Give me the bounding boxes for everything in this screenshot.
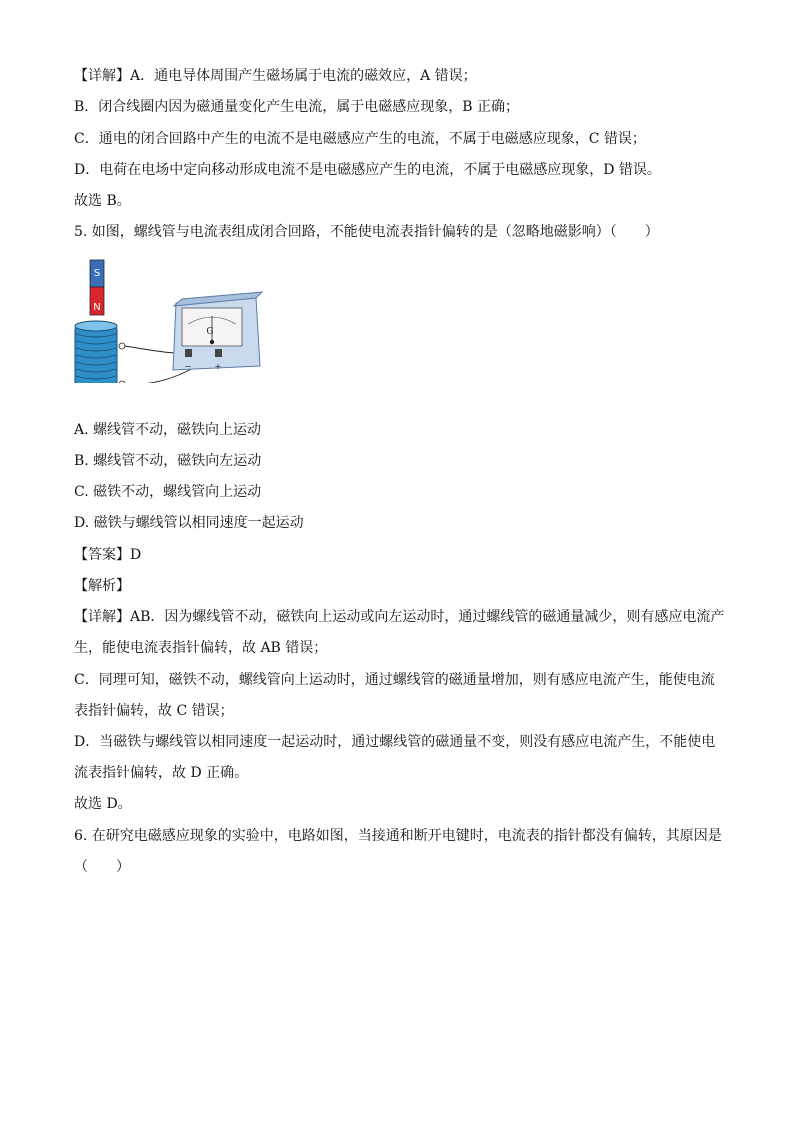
magnet-s-label: S xyxy=(93,268,101,279)
option-a: A. 螺线管不动，磁铁向上运动 xyxy=(74,422,262,438)
prev-detail-b: B．闭合线圈内因为磁通量变化产生电流，属于电磁感应现象，B 正确； xyxy=(74,99,520,115)
detail-d-line-2: 流表指针偏转，故 D 正确。 xyxy=(74,765,249,781)
answer: 【答案】D xyxy=(74,547,142,563)
solenoid xyxy=(75,321,125,383)
detail-ab-line-1: 【详解】AB．因为螺线管不动，磁铁向上运动或向左运动时，通过螺线管的磁通量减少，则有感应电流产 xyxy=(74,609,725,625)
analysis-heading: 【解析】 xyxy=(74,578,130,594)
meter-label: G xyxy=(206,327,214,337)
conclusion: 故选 D。 xyxy=(74,796,132,812)
magnet-n-label: N xyxy=(93,302,101,313)
detail-ab-line-2: 生，能使电流表指针偏转，故 AB 错误； xyxy=(74,640,328,656)
question-6-blank: （ ） xyxy=(74,859,130,875)
meter-plus-label: + xyxy=(214,362,222,371)
circuit-figure xyxy=(70,258,270,383)
bar-magnet xyxy=(90,260,104,315)
detail-c-line-1: C．同理可知，磁铁不动，螺线管向上运动时，通过螺线管的磁通量增加，则有感应电流产生，能使电流 xyxy=(74,672,715,688)
question-5-stem: 5. 如图，螺线管与电流表组成闭合回路，不能使电流表指针偏转的是（忽略地磁影响）（ ） xyxy=(74,224,659,240)
option-b: B. 螺线管不动，磁铁向左运动 xyxy=(74,453,262,469)
meter-minus-label: − xyxy=(184,362,192,371)
prev-detail-c: C．通电的闭合回路中产生的电流不是电磁感应产生的电流，不属于电磁感应现象，C 错误； xyxy=(74,131,646,147)
detail-c-line-2: 表指针偏转，故 C 错误； xyxy=(74,703,234,719)
prev-detail-d: D．电荷在电场中定向移动形成电流不是电磁感应产生的电流，不属于电磁感应现象，D 错误。 xyxy=(74,162,661,178)
prev-conclusion: 故选 B。 xyxy=(74,193,131,209)
prev-detail-a: 【详解】A．通电导体周围产生磁场属于电流的磁效应，A 错误； xyxy=(74,68,477,84)
galvanometer xyxy=(173,292,262,371)
detail-d-line-1: D．当磁铁与螺线管以相同速度一起运动时，通过螺线管的磁通量不变，则没有感应电流产生，不能使电 xyxy=(74,734,716,750)
option-d: D. 磁铁与螺线管以相同速度一起运动 xyxy=(74,515,304,531)
question-6-stem: 6. 在研究电磁感应现象的实验中，电路如图，当接通和断开电键时，电流表的指针都没有偏转，其原因是 xyxy=(74,828,722,844)
option-c: C. 磁铁不动，螺线管向上运动 xyxy=(74,484,262,500)
